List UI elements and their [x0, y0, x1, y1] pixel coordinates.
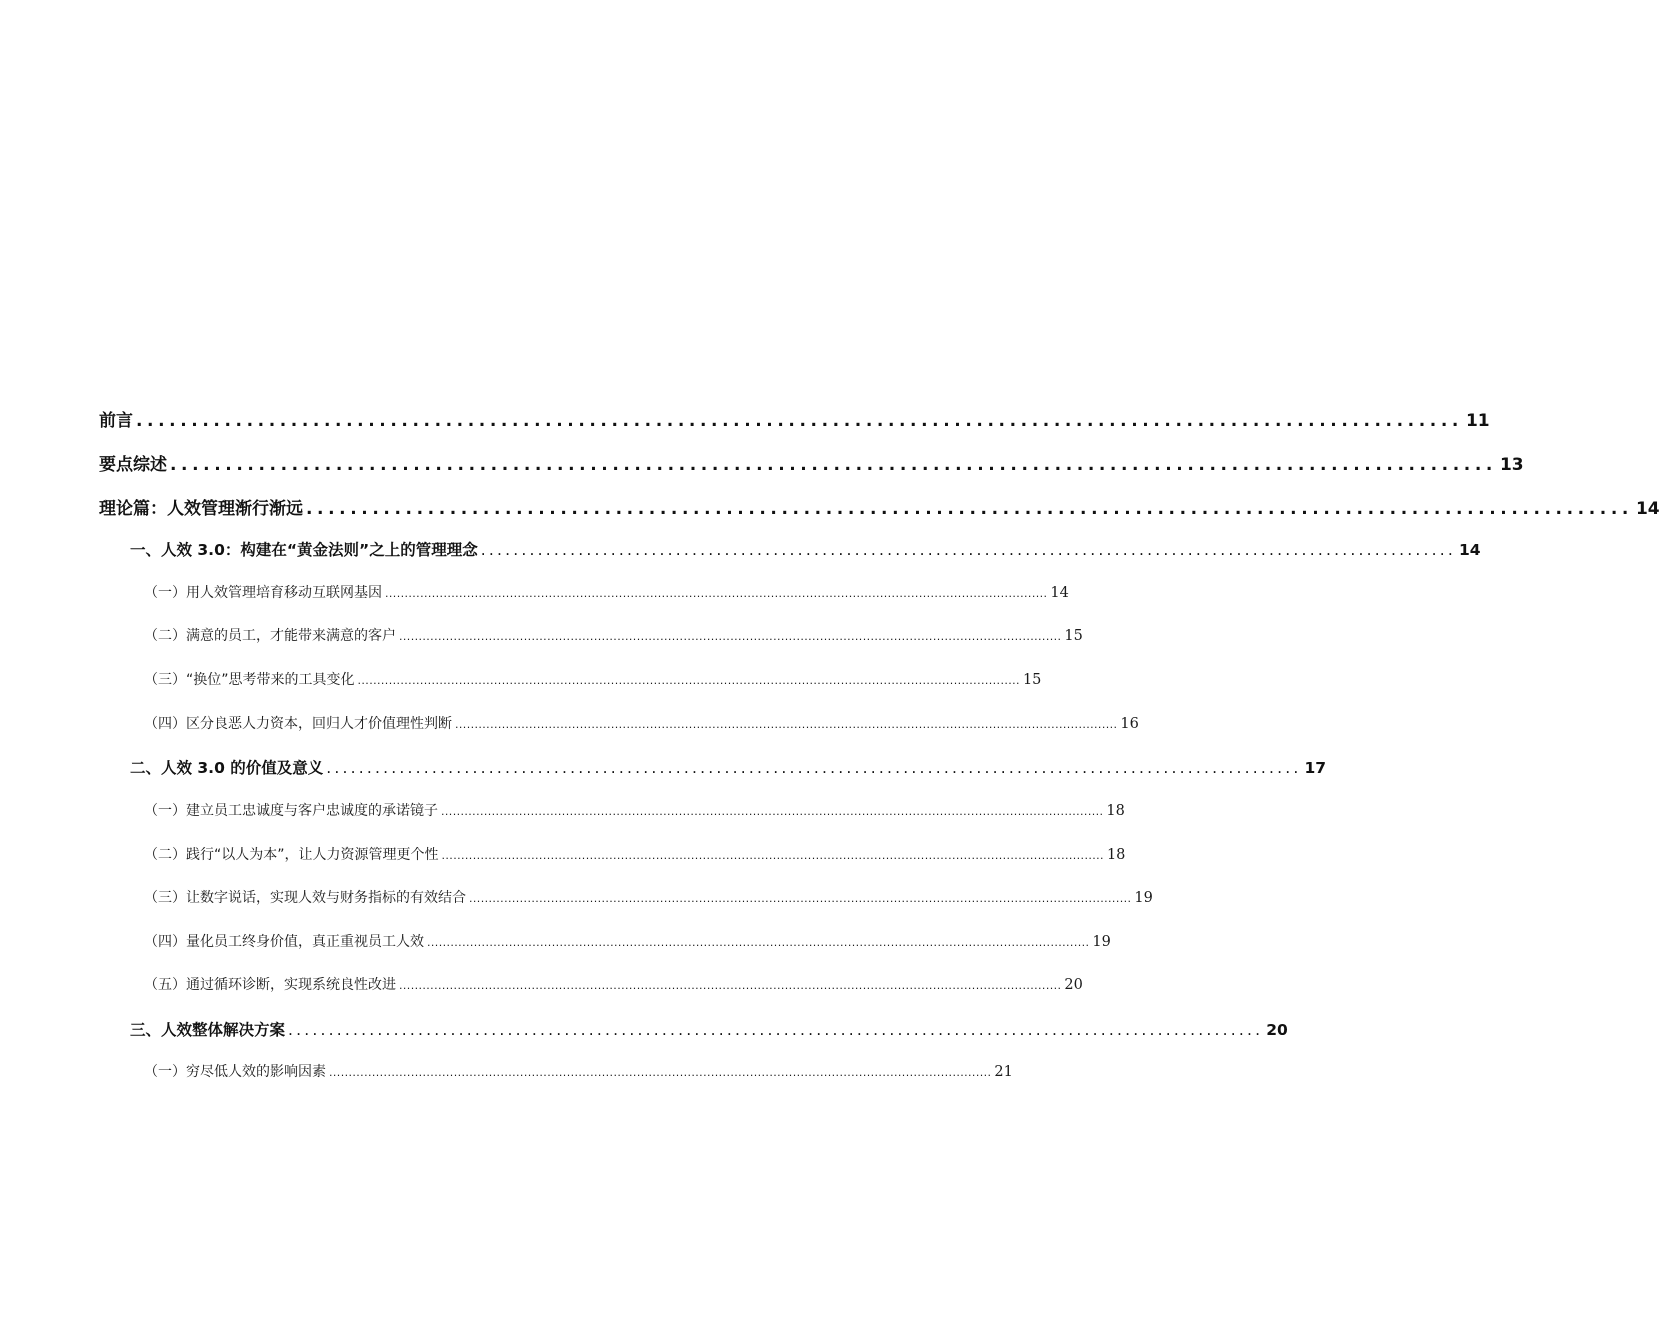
dot-leader: ..........................................................................................................................................................................	[399, 630, 1062, 643]
dot-leader: ..........................................................................................................................................................................	[357, 674, 1020, 687]
dot-leader: ..........................................................................................................................................................................	[329, 1066, 992, 1079]
toc-entry-title: （一）建立员工忠诚度与客户忠诚度的承诺镜子	[144, 803, 438, 819]
toc-entry-title: 前言	[99, 411, 133, 431]
dot-leader: ..........................................................................................................................................................................	[469, 892, 1132, 905]
dot-leader: ..........................................................................................................................................................................	[399, 979, 1062, 992]
toc-entry-level3[interactable]	[144, 931, 1111, 951]
toc-entry-page: 14	[1458, 541, 1481, 559]
toc-entry-title: （二）践行“以人为本”，让人力资源管理更个性	[144, 847, 439, 863]
toc-entry-page: 11	[1465, 411, 1490, 431]
dot-leader: ........................................................................................................................	[480, 541, 1456, 559]
toc-entry-level3[interactable]	[144, 887, 1153, 907]
dot-leader: ........................................................................................................................	[136, 411, 1463, 431]
toc-entry-level3[interactable]	[144, 974, 1083, 994]
toc-entry-level3[interactable]	[144, 669, 1042, 689]
toc-entry-title: （一）用人效管理培育移动互联网基因	[144, 585, 382, 601]
toc-entry-page: 18	[1106, 803, 1125, 819]
dot-leader: ........................................................................................................................	[326, 759, 1302, 777]
toc-entry-level1[interactable]	[99, 494, 1660, 519]
dot-leader: ..........................................................................................................................................................................	[385, 587, 1048, 600]
toc-entry-page: 17	[1304, 759, 1327, 777]
dot-leader: ........................................................................................................................	[170, 455, 1497, 475]
toc-entry-title: 理论篇：人效管理渐行渐远	[99, 499, 303, 519]
toc-entry-level3[interactable]	[144, 844, 1126, 864]
toc-entry-page: 14	[1050, 585, 1069, 601]
toc-entry-level3[interactable]	[144, 800, 1125, 820]
toc-entry-level2[interactable]	[130, 1018, 1288, 1040]
toc-entry-page: 15	[1022, 672, 1042, 688]
dot-leader: ..........................................................................................................................................................................	[441, 805, 1104, 818]
toc-entry-title: （五）通过循环诊断，实现系统良性改进	[144, 977, 396, 993]
dot-leader: ..........................................................................................................................................................................	[427, 936, 1090, 949]
toc-entry-level1[interactable]	[99, 406, 1490, 431]
toc-entry-page: 18	[1106, 847, 1126, 863]
toc-entry-page: 19	[1092, 934, 1111, 950]
toc-entry-title: （四）区分良恶人力资本，回归人才价值理性判断	[144, 716, 452, 732]
toc-entry-level3[interactable]	[144, 582, 1069, 602]
toc-entry-page: 20	[1064, 977, 1083, 993]
dot-leader: ........................................................................................................................	[306, 499, 1633, 519]
toc-entry-title: （四）量化员工终身价值，真正重视员工人效	[144, 934, 424, 950]
toc-entry-level3[interactable]	[144, 1061, 1013, 1081]
dot-leader: ..........................................................................................................................................................................	[441, 849, 1104, 862]
toc-entry-title: （一）穷尽低人效的影响因素	[144, 1064, 326, 1080]
toc-entry-level2[interactable]	[130, 538, 1481, 560]
toc-entry-page: 13	[1499, 455, 1524, 475]
toc-entry-title: （三）让数字说话，实现人效与财务指标的有效结合	[144, 890, 466, 906]
toc-entry-title: 二、人效 3.0 的价值及意义	[130, 759, 324, 777]
toc-entry-title: （三）“换位”思考带来的工具变化	[144, 672, 355, 688]
toc-entry-title: 一、人效 3.0：构建在“黄金法则”之上的管理理念	[130, 541, 478, 559]
toc-entry-page: 20	[1266, 1021, 1288, 1039]
toc-entry-title: 要点综述	[99, 455, 167, 475]
toc-entry-level2[interactable]	[130, 756, 1327, 778]
toc-entry-level1[interactable]	[99, 450, 1524, 475]
toc-entry-page: 15	[1064, 628, 1083, 644]
toc-entry-page: 19	[1134, 890, 1153, 906]
dot-leader: ..........................................................................................................................................................................	[455, 718, 1118, 731]
toc-entry-level3[interactable]	[144, 713, 1139, 733]
toc-entry-page: 14	[1635, 499, 1660, 519]
dot-leader: ........................................................................................................................	[288, 1021, 1264, 1039]
toc-entry-level3[interactable]	[144, 625, 1083, 645]
toc-entry-page: 21	[994, 1064, 1013, 1080]
toc-entry-title: 三、人效整体解决方案	[130, 1021, 286, 1039]
toc-entry-page: 16	[1120, 716, 1139, 732]
toc-entry-title: （二）满意的员工，才能带来满意的客户	[144, 628, 396, 644]
